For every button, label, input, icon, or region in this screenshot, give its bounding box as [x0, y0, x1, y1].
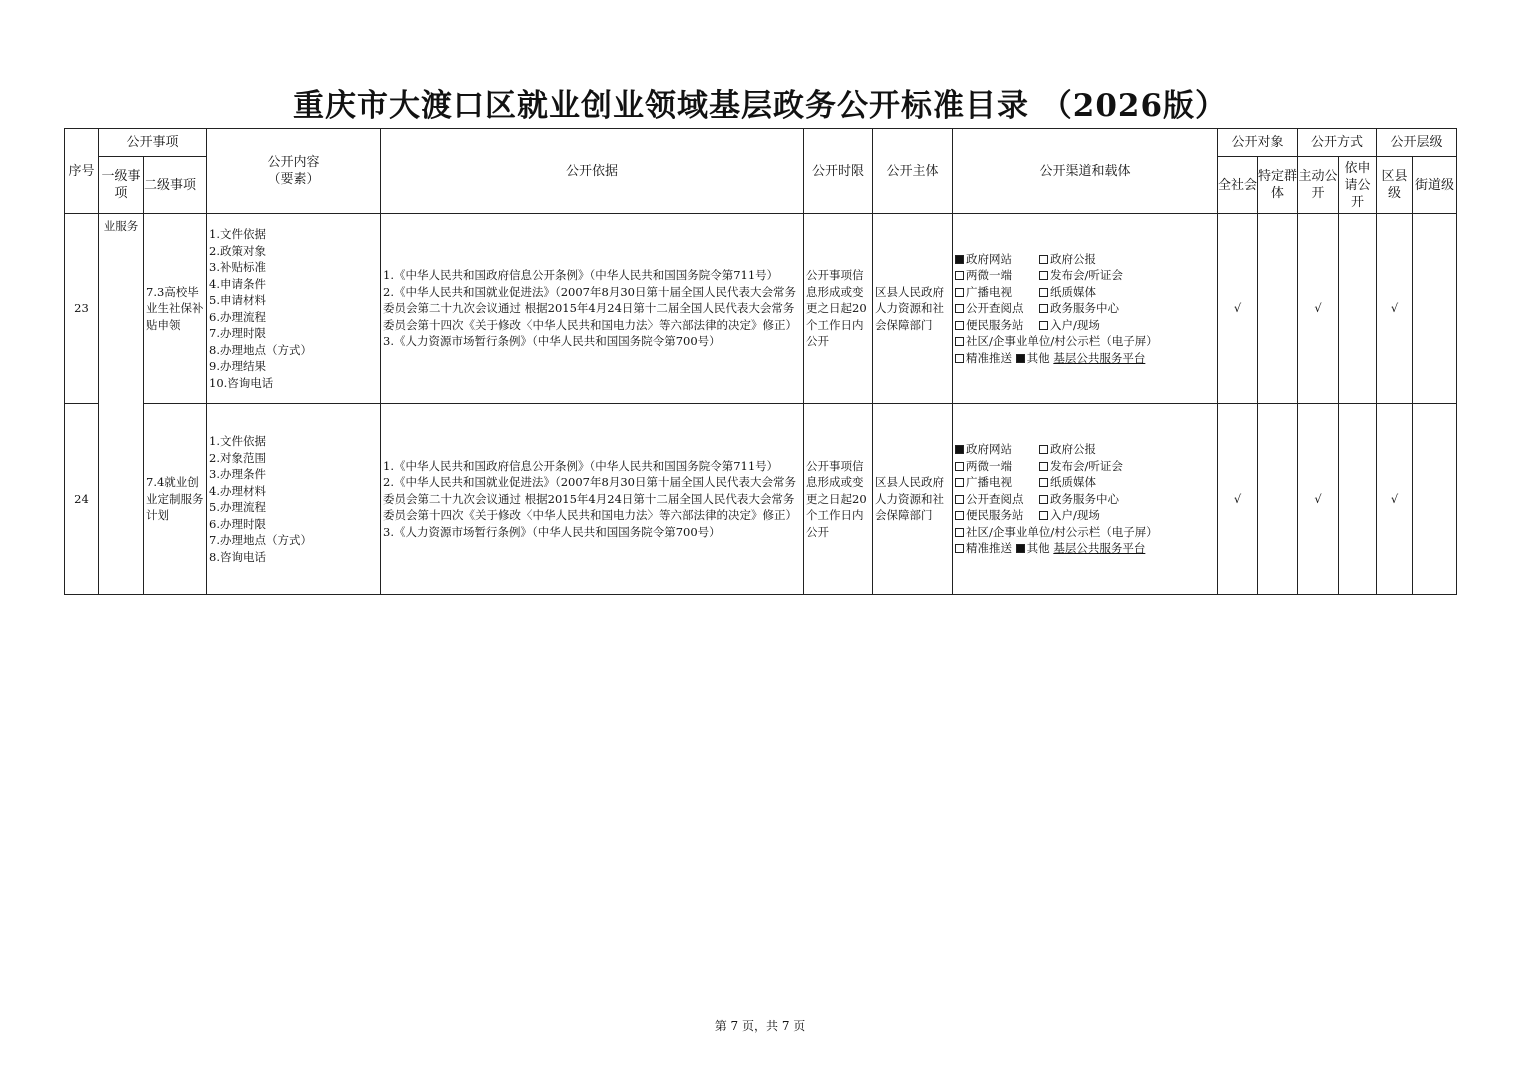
row-mode-apply — [1339, 214, 1377, 404]
checkbox-icon — [1039, 511, 1048, 520]
content-item: 3.补贴标准 — [209, 260, 266, 274]
content-item: 5.办理流程 — [209, 500, 266, 514]
row-level2: 7.3高校毕业生社保补贴申领 — [144, 214, 207, 404]
content-item: 9.办理结果 — [209, 359, 266, 373]
checkbox-icon — [955, 337, 964, 346]
header-level-street: 街道级 — [1413, 157, 1457, 214]
row-seq: 24 — [65, 404, 99, 595]
row-mode-active: √ — [1298, 404, 1339, 595]
basis-item: 1.《中华人民共和国政府信息公开条例》（中华人民共和国国务院令第711号） — [383, 268, 779, 283]
content-item: 7.办理时限 — [209, 326, 266, 340]
checkbox-icon — [955, 288, 964, 297]
header-time-limit: 公开时限 — [804, 129, 873, 214]
header-level2: 二级事项 — [144, 157, 207, 214]
row-subject: 区县人民政府人力资源和社会保障部门 — [873, 214, 953, 404]
row-target-all: √ — [1218, 214, 1258, 404]
content-item: 1.文件依据 — [209, 434, 266, 448]
header-target-specific: 特定群体 — [1258, 157, 1298, 214]
header-mode-group: 公开方式 — [1298, 129, 1377, 157]
page-title: 重庆市大渡口区就业创业领域基层政务公开标准目录 （2026版） — [292, 88, 1228, 124]
header-target-all: 全社会 — [1218, 157, 1258, 214]
row-content — [207, 214, 381, 404]
header-content: 公开内容（要素） — [207, 129, 381, 214]
header-level-group: 公开层级 — [1377, 129, 1457, 157]
page-footer: 第 7 页，共 7 页 — [714, 1019, 806, 1033]
header-level-district: 区县级 — [1377, 157, 1413, 214]
basis-item: 3.《人力资源市场暂行条例》（中华人民共和国国务院令第700号） — [383, 524, 721, 539]
checkbox-icon — [1039, 271, 1048, 280]
content-item: 4.申请条件 — [209, 276, 266, 291]
checkbox-icon — [955, 511, 964, 520]
checked-box-icon — [955, 255, 964, 264]
checkbox-icon — [1039, 304, 1048, 313]
checkbox-icon — [955, 528, 964, 537]
checked-box-icon — [1016, 544, 1025, 553]
content-item: 6.办理流程 — [209, 309, 266, 324]
header-target-group: 公开对象 — [1218, 129, 1298, 157]
row-mode-active: √ — [1298, 214, 1339, 404]
content-item: 1.文件依据 — [209, 227, 266, 241]
row-level2: 7.4就业创业定制服务计划 — [144, 404, 207, 595]
checkbox-icon — [1039, 445, 1048, 454]
row-mode-apply — [1339, 404, 1377, 595]
content-item: 7.办理地点（方式） — [209, 533, 312, 547]
checkbox-icon — [955, 271, 964, 280]
checkbox-icon — [1039, 321, 1048, 330]
basis-item: 2.《中华人民共和国就业促进法》（2007年8月30日第十届全国人民代表大会常务委员会第二十九次会议通过 根据2015年4月24日第十二届全国人民代表大会常务委员会第十四次《关于修改〈中华人民共和国电力法〉等六部法律的决定》修正） — [383, 475, 798, 523]
row-level-street — [1413, 404, 1457, 595]
checkbox-icon — [955, 321, 964, 330]
checkbox-icon — [955, 462, 964, 471]
basis-item: 2.《中华人民共和国就业促进法》（2007年8月30日第十届全国人民代表大会常务委员会第二十九次会议通过 根据2015年4月24日第十二届全国人民代表大会常务委员会第十四次《关于修改〈中华人民共和国电力法〉等六部法律的决定》修正） — [383, 284, 798, 332]
checkbox-icon — [955, 354, 964, 363]
row-subject: 区县人民政府人力资源和社会保障部门 — [873, 404, 953, 595]
row-channel: 政府网站 政府公报 两微一端 发布会/听证会 广播电视 纸质媒体 公开查阅点 政务服务中心 便民服务站 入户/现场 社区/企事业单位/村公示栏（电子屏） 精准推送 其他 基层公共服务平台 — [953, 404, 1218, 595]
checked-box-icon — [1016, 354, 1025, 363]
content-item: 10.咨询电话 — [209, 375, 274, 390]
table-row — [65, 404, 1457, 595]
checkbox-icon — [1039, 495, 1048, 504]
row-target-all: √ — [1218, 404, 1258, 595]
header-channel: 公开渠道和载体 — [953, 129, 1218, 214]
header-subject: 公开主体 — [873, 129, 953, 214]
checkbox-icon — [955, 544, 964, 553]
row-seq: 23 — [65, 214, 99, 404]
checkbox-icon — [955, 495, 964, 504]
content-item: 2.政策对象 — [209, 243, 266, 258]
checkbox-icon — [1039, 462, 1048, 471]
checkbox-icon — [1039, 288, 1048, 297]
level1-cell — [99, 214, 144, 595]
row-level-district: √ — [1377, 214, 1413, 404]
content-item: 8.咨询电话 — [209, 549, 266, 564]
checkbox-icon — [955, 304, 964, 313]
content-item: 8.办理地点（方式） — [209, 342, 312, 357]
row-basis — [381, 214, 804, 404]
row-time-limit: 公开事项信息形成或变更之日起20个工作日内公开 — [804, 214, 873, 404]
checked-box-icon — [955, 445, 964, 454]
basis-item: 3.《人力资源市场暂行条例》（中华人民共和国国务院令第700号） — [383, 334, 721, 349]
checkbox-icon — [1039, 255, 1048, 264]
content-item: 5.申请材料 — [209, 293, 266, 307]
content-item: 2.对象范围 — [209, 450, 266, 465]
header-items-group: 公开事项 — [99, 129, 207, 157]
header-basis: 公开依据 — [381, 129, 804, 214]
content-item: 3.办理条件 — [209, 467, 266, 481]
row-target-specific — [1258, 404, 1298, 595]
row-basis — [381, 404, 804, 595]
row-level-street — [1413, 214, 1457, 404]
checkbox-icon — [955, 478, 964, 487]
header-level1: 一级事项 — [99, 157, 144, 214]
header-seq: 序号 — [65, 129, 99, 214]
row-level-district: √ — [1377, 404, 1413, 595]
checkbox-icon — [1039, 478, 1048, 487]
content-item: 6.办理时限 — [209, 516, 266, 531]
header-mode-apply: 依申请公开 — [1339, 157, 1377, 214]
row-content — [207, 404, 381, 595]
row-time-limit: 公开事项信息形成或变更之日起20个工作日内公开 — [804, 404, 873, 595]
level1-label: 业服务 — [103, 219, 139, 233]
row-channel: 政府网站 政府公报 两微一端 发布会/听证会 广播电视 纸质媒体 公开查阅点 政务服务中心 便民服务站 入户/现场 社区/企事业单位/村公示栏（电子屏） 精准推送 其他 基层公共服务平台 — [953, 214, 1218, 404]
header-row-1 — [65, 129, 1457, 157]
content-item: 4.办理材料 — [209, 483, 266, 498]
catalog-table — [64, 128, 1457, 595]
basis-item: 1.《中华人民共和国政府信息公开条例》（中华人民共和国国务院令第711号） — [383, 458, 779, 473]
table-row — [65, 214, 1457, 404]
header-mode-active: 主动公开 — [1298, 157, 1339, 214]
row-target-specific — [1258, 214, 1298, 404]
